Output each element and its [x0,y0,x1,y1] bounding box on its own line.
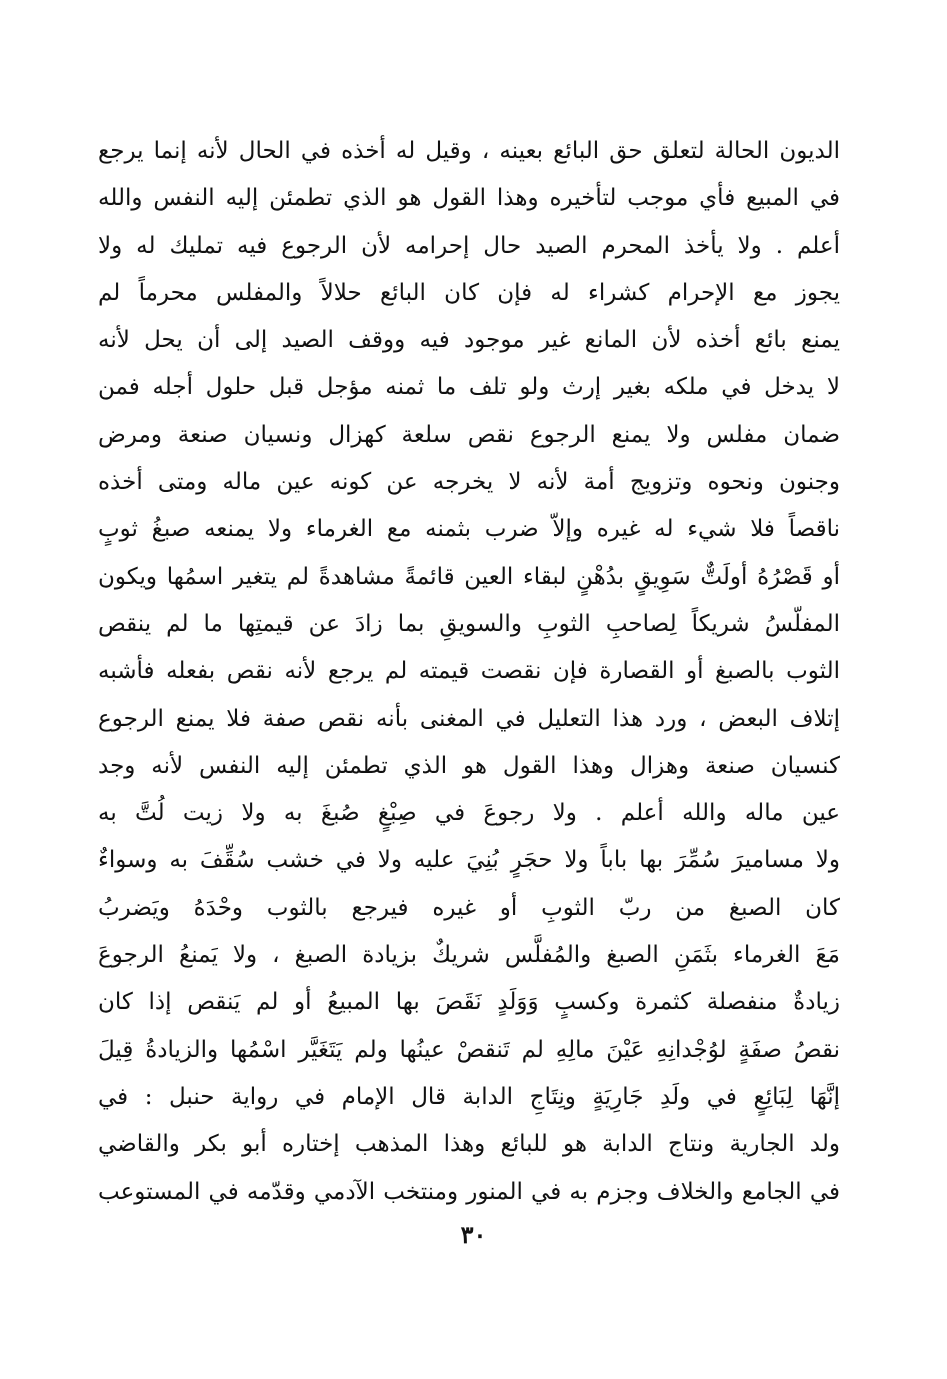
text-line: يمنع بائع أخذه لأن المانع غير موجود فيه ووقف الصيد إلى أن يحل لأنه [98,327,840,354]
body-text [98,128,840,1216]
text-line: أو قَصْرُهُ أولَتٌّ سَوِيقٍ بدُهْنٍ لبقاء العين قائمةً مشاهدةً لم يتغير اسمُها ويكون [98,563,840,590]
text-line: وجنون ونحوه وتزويج أمة لأنه لا يخرجه عن كونه عين ماله ومتى أخذه [98,469,840,496]
text-line: الثوب بالصبغ أو القصارة فإن نقصت قيمته لم يرجع لأنه نقص بفعله فأشبه [98,658,840,685]
text-line: كان الصبغ من ربّ الثوبِ أو غيره فيرجع بالثوب وحْدَهُ ويَضربُ [98,894,840,921]
text-line: يجوز مع الإحرام كشراء له فإن كان البائع حلالاً والمفلس محرماً لم [98,279,840,306]
text-line: ولا مساميرَ سُمِّرَ بها باباً ولا حجَرٍ بُنِيَ عليه ولا في خشب سُقِّفَ به وسواءٌ [98,847,840,874]
text-line: عين ماله والله أعلم . ولا رجوعَ في صِبْغٍ صُبغَ به ولا زيت لُتَّ به [98,800,840,827]
text-line: ناقصاً فلا شيء له غيره وإلاّ ضرب بثمنه مع الغرماء ولا يمنعه صبغُ ثوبٍ [98,516,840,543]
text-line: لا يدخل في ملكه بغير إرث ولو تلف ما ثمنه مؤجل قبل حلول أجله فمن [98,374,840,401]
text-line: إتلاف البعض ، ورد هذا التعليل في المغنى بأنه نقص صفة فلا يمنع الرجوع [98,705,840,732]
page-number: ٣٠ [460,1220,487,1249]
text-line: الديون الحالة لتعلق حق البائع بعينه ، وقيل له أخذه في الحال لأنه إنما يرجع [98,138,840,164]
text-line: أعلم . ولا يأخذ المحرم الصيد حال إحرامه لأن الرجوع فيه تمليك له ولا [98,232,840,259]
text-line: زيادةٌ منفصلة كثمرة وكسبٍ وَوَلَدٍ نَقَصَ بها المبيعُ أو لم يَنقص إذا كان [98,989,840,1016]
text-line: كنسيان صنعة وهزال وهذا القول هو الذي تطمئن إليه النفس لأنه وجد [98,752,840,779]
text-line: ضمان مفلس ولا يمنع الرجوع نقص سلعة كهزال ونسيان صنعة ومرض [98,421,840,448]
text-line: في المبيع فأي موجب لتأخيره وهذا القول هو الذي تطمئن إليه النفس والله [98,185,840,212]
text-line: نقصُ صفَةٍ لوُجْدانِهِ عَيْنَ مالِهِ لم تَنقصْ عينُها ولم يَتَغَيَّر اسْمُها والزيادةُ قِيلَ [98,1036,840,1063]
text-line: المفلّسُ شريكاً لِصاحبِ الثوبِ والسويقِ بما زادَ عن قيمتِها ما لم ينقص [98,610,840,637]
text-line: ولد الجارية ونتاج الدابة هو للبائع وهذا المذهب إختاره أبو بكر والقاضي [98,1131,840,1158]
text-line: في الجامع والخلاف وجزم به في المنور ومنتخب الآدمي وقدّمه في المستوعب [98,1178,840,1205]
text-line: مَعَ الغرماء بثَمَنِ الصبغ والمُفلَّس شريكٌ بزيادة الصبغ ، ولا يَمنعُ الرجوعَ [98,942,840,969]
text-line: إنَّهَا لِبَائِعٍ في ولَدِ جَارِيَةٍ ونِتَاجِ الدابة قال الإمام في رواية حنبل : في [98,1083,840,1110]
